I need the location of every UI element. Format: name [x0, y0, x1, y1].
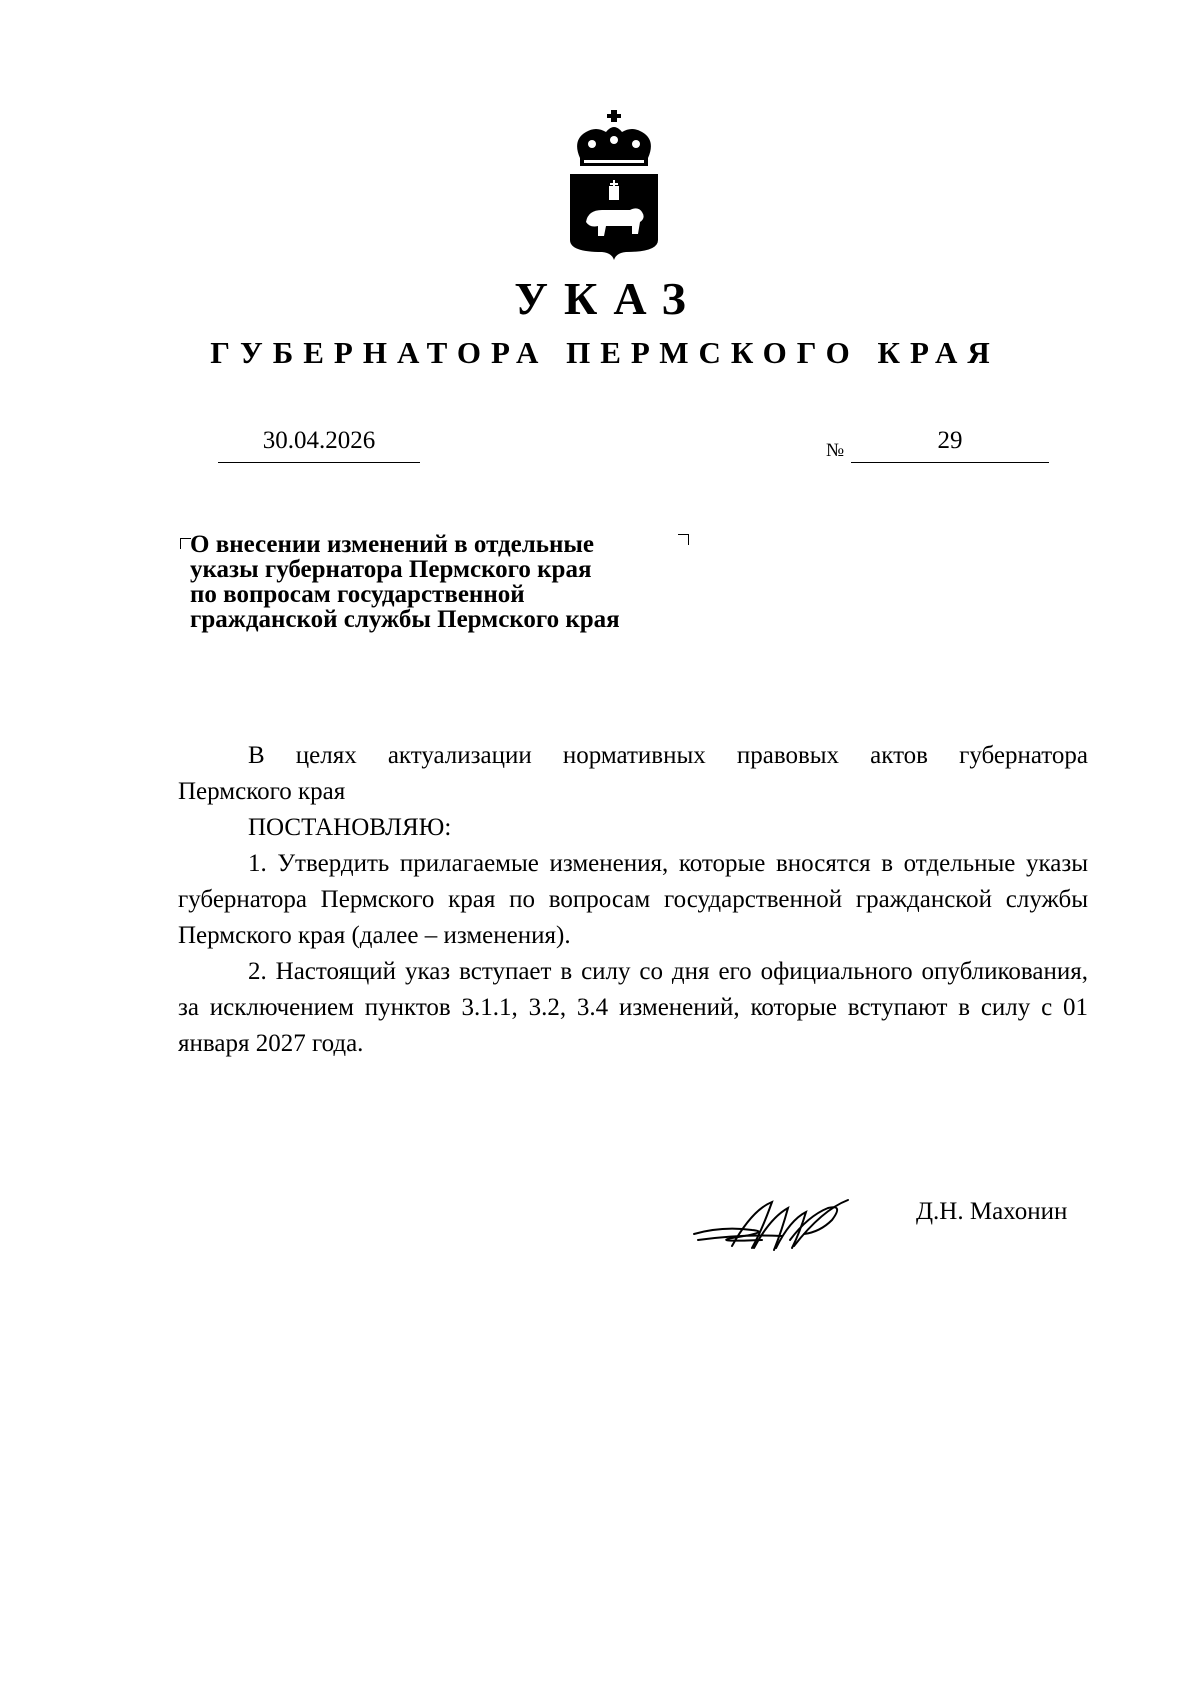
decree-item-1: 1. Утвердить прилагаемые изменения, которые вносятся в отдельные указы губернатора Пермского края по вопросам государственной гражданской службы Пермского края (далее – изменения).: [178, 850, 1088, 949]
intro-paragraph-line2: Пермского края: [178, 778, 346, 805]
decree-subject: [190, 532, 710, 632]
decree-body: [178, 738, 1088, 1062]
intro-paragraph-line1: В целях актуализации нормативных правовых актов губернатора: [248, 742, 1088, 769]
decree-item-2: 2. Настоящий указ вступает в силу со дня его официального опубликования, за исключением пунктов 3.1.1, 3.2, 3.4 изменений, которые вступают в силу с 01 января 2027 года.: [178, 958, 1088, 1057]
handwritten-signature-icon: [692, 1190, 852, 1260]
decree-date: 30.04.2026: [218, 420, 420, 463]
number-sign: №: [826, 440, 845, 461]
decree-keyword: ПОСТАНОВЛЯЮ:: [248, 814, 452, 841]
decree-number: 29: [851, 420, 1049, 463]
subject-line: указы губернатора Пермского края: [190, 556, 592, 583]
subject-line: гражданской службы Пермского края: [190, 606, 620, 633]
subject-line: О внесении изменений в отдельные: [190, 531, 595, 558]
subject-line: по вопросам государственной: [190, 581, 525, 608]
perm-krai-coat-of-arms-icon: [566, 110, 662, 260]
signer-name: Д.Н. Махонин: [916, 1198, 1068, 1225]
document-subtitle: ГУБЕРНАТОРА ПЕРМСКОГО КРАЯ: [210, 335, 1000, 370]
document-title: УКАЗ: [514, 273, 702, 324]
